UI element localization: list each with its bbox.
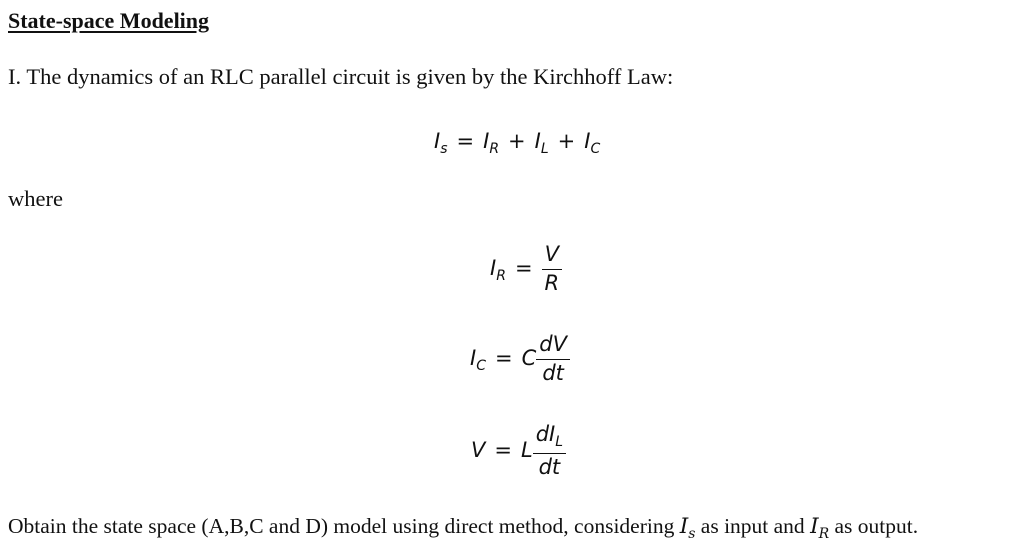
kcl-term-l: $I_L$ xyxy=(534,129,549,157)
input-variable: $I_s$ xyxy=(679,514,696,542)
kcl-term-c: $I_C$ xyxy=(584,129,601,157)
inductor-equation: V = L $\frac{dI_L}{dt}$ xyxy=(471,424,566,478)
capacitor-fraction: $\frac{dV}{dt}$ xyxy=(536,334,570,384)
intro-paragraph: I. The dynamics of an RLC parallel circuit is given by the Kirchhoff Law: xyxy=(8,64,674,89)
output-variable: $I_R$ xyxy=(810,514,830,542)
resistor-lhs: $I_R$ xyxy=(490,256,506,284)
capacitor-equation: $I_C = C$ $\frac{dV}{dt}$ xyxy=(470,334,570,384)
task-paragraph: Obtain the state space (A,B,C and D) model using direct method, considering $I_s$ as input and $I_R$ as output. xyxy=(8,514,919,542)
capacitor-lhs: $I_C$ xyxy=(470,346,486,374)
kcl-term-r: $I_R$ xyxy=(483,129,500,157)
document-title: State-space Modeling xyxy=(8,8,210,33)
inductor-fraction: $\frac{dI_L}{dt}$ xyxy=(533,424,566,478)
kcl-lhs: $I_s$ xyxy=(434,129,448,157)
where-label: where xyxy=(8,186,63,211)
resistor-fraction: $\frac{V}{R}$ xyxy=(542,244,563,294)
kirchhoff-equation: $I_s = I_R + I_L + I_C$ xyxy=(434,129,601,157)
resistor-equation: $I_R$ = $\frac{V}{R}$ xyxy=(490,244,562,294)
